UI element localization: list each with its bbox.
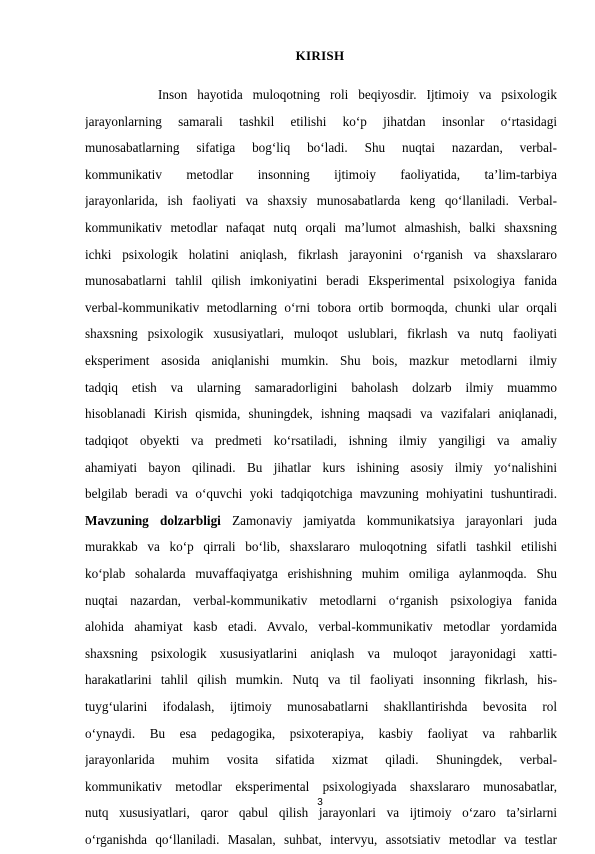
text-line [85, 481, 557, 508]
line-text: shaxsning psixologik xususiyatlarini aniqlash va muloqot jarayonidagi xatti- [85, 645, 557, 661]
line-text: o‘ynaydi. Bu esa pedagogika, psixoterapiya, kasbiy faoliyat va rahbarlik [85, 725, 557, 741]
line-text: jarayonlarida muhim vosita sifatida xizmat qiladi. Shuningdek, verbal- [85, 752, 557, 768]
line-text: kommunikativ metodlar eksperimental psixologiyada shaxslararo munosabatlar, [85, 778, 557, 794]
line-text: verbal-kommunikativ metodlarning o‘rni tobora ortib bormoqda, chunki ular orqali [85, 299, 557, 315]
page-number: 3 [317, 797, 323, 808]
line-text: shaxsning psixologik xususiyatlari, muloqot uslublari, fikrlash va nutq faoliyati [85, 326, 557, 342]
line-text: hisoblanadi Kirish qismida, shuningdek, ishning maqsadi va vazifalari aniqlanadi, [85, 406, 557, 422]
text-line [85, 694, 557, 721]
text-line [85, 82, 557, 109]
text-line [85, 827, 557, 854]
text-line [85, 295, 557, 322]
text-line [85, 215, 557, 242]
text-line [85, 428, 557, 455]
body-paragraph [85, 82, 557, 854]
line-text: ko‘plab sohalarda muvaffaqiyatga erishishning muhim omiliga aylanmoqda. Shu [85, 565, 557, 581]
text-line [85, 747, 557, 774]
text-line [85, 162, 557, 189]
line-text: jarayonlarida, ish faoliyati va shaxsiy munosabatlarda keng qo‘llaniladi. Verbal- [85, 193, 557, 209]
line-text: harakatlarini tahlil qilish mumkin. Nutq va til faoliyati insonning fikrlash, his- [85, 672, 557, 688]
line-text: Zamonaviy jamiyatda kommunikatsiya jarayonlari juda [220, 512, 557, 528]
line-text: munosabatlarning sifatiga bog‘liq bo‘ladi. Shu nuqtai nazardan, verbal- [85, 140, 557, 156]
text-line [85, 455, 557, 482]
text-line [85, 242, 557, 269]
line-text: kommunikativ metodlar insonning ijtimoiy faoliyatida, ta’lim-tarbiya [85, 166, 557, 182]
line-text: tadqiqot obyekti va predmeti ko‘rsatiladi, ishning ilmiy yangiligi va amaliy [85, 432, 557, 448]
text-line [85, 588, 557, 615]
text-line [85, 188, 557, 215]
line-text: ichki psixologik holatini aniqlash, fikrlash jarayonini o‘rganish va shaxslararo [85, 246, 557, 262]
line-text: munosabatlarni tahlil qilish imkoniyatini beradi Eksperimental psixologiya fanida [85, 273, 557, 289]
text-line [85, 721, 557, 748]
text-line [85, 348, 557, 375]
line-text: jarayonlarning samarali tashkil etilishi ko‘p jihatdan insonlar o‘rtasidagi [85, 113, 557, 129]
page-title: KIRISH [295, 48, 345, 63]
text-line [85, 534, 557, 561]
text-line [85, 561, 557, 588]
line-text: tuyg‘ularini ifodalash, ijtimoiy munosabatlarni shakllantirishda bevosita rol [85, 699, 557, 715]
text-line [85, 401, 557, 428]
text-line [85, 667, 557, 694]
line-text: nuqtai nazardan, verbal-kommunikativ metodlarni o‘rganish psixologiya fanida [85, 592, 557, 608]
text-line [85, 614, 557, 641]
line-text: o‘rganishda qo‘llaniladi. Masalan, suhbat, intervyu, assotsiativ metodlar va testlar [85, 832, 557, 848]
line-text: eksperiment asosida aniqlanishi mumkin. Shu bois, mazkur metodlarni ilmiy [85, 353, 557, 369]
text-line [85, 321, 557, 348]
line-text: ahamiyati bayon qilinadi. Bu jihatlar kurs ishining asosiy ilmiy yo‘nalishini [85, 459, 557, 475]
text-line [85, 641, 557, 668]
line-text: tadqiq etish va ularning samaradorligini baholash dolzarb ilmiy muammo [85, 379, 557, 395]
bold-term: Mavzuning dolzarbligi [85, 512, 221, 528]
text-line [85, 375, 557, 402]
line-text: belgilab beradi va o‘quvchi yoki tadqiqotchiga mavzuning mohiyatini tushuntiradi. [85, 486, 557, 502]
line-text: kommunikativ metodlar nafaqat nutq orqali ma’lumot almashish, balki shaxsning [85, 220, 557, 236]
line-text: alohida ahamiyat kasb etadi. Avvalo, verbal-kommunikativ metodlar yordamida [85, 619, 557, 635]
text-line [85, 268, 557, 295]
text-line [85, 109, 557, 136]
line-text: Inson hayotida muloqotning roli beqiyosdir. Ijtimoiy va psixologik [158, 87, 557, 102]
text-line [85, 508, 557, 535]
line-text: nutq xususiyatlari, qaror qabul qilish jarayonlari va ijtimoiy o‘zaro ta’sirlarni [85, 805, 557, 821]
line-text: murakkab va ko‘p qirrali bo‘lib, shaxslararo muloqotning sifatli tashkil etilishi [85, 539, 557, 555]
text-line [85, 135, 557, 162]
